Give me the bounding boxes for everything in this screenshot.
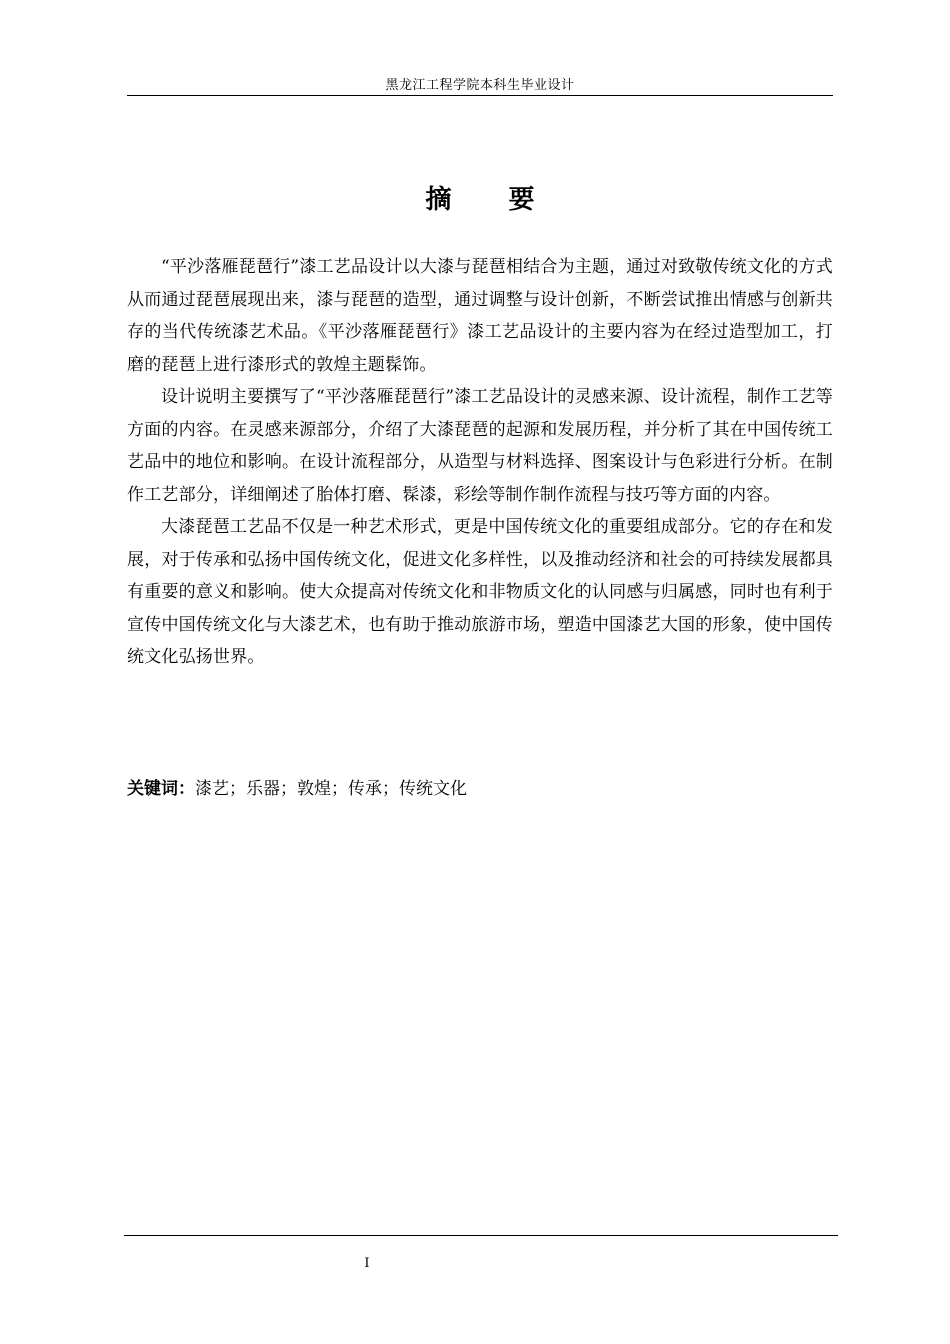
running-header: 黑龙江工程学院本科生毕业设计 — [385, 78, 575, 93]
abstract-paragraph-1: “平沙落雁琵琶行”漆工艺品设计以大漆与琵琶相结合为主题，通过对致敬传统文化的方式从而通过琵琶展现出来，漆与琵琶的造型，通过调整与设计创新，不断尝试推出情感与创新共存的当代传统漆艺术品。《平沙落雁琵琶行》漆工艺品设计的主要内容为在经过造型加工，打磨的琵琶上进行漆形式的敦煌主题髹饰。 — [127, 257, 833, 375]
abstract-paragraph-2: 设计说明主要撰写了“平沙落雁琵琶行”漆工艺品设计的灵感来源、设计流程，制作工艺等方面的内容。在灵感来源部分，介绍了大漆琵琶的起源和发展历程，并分析了其在中国传统工艺品中的地位和影响。在设计流程部分，从造型与材料选择、图案设计与色彩进行分析。在制作工艺部分，详细阐述了胎体打磨、髹漆，彩绘等制作制作流程与技巧等方面的内容。 — [127, 387, 833, 505]
page-number: I — [364, 1256, 370, 1271]
keywords-value: 漆艺；乐器；敦煌；传承；传统文化 — [195, 779, 467, 799]
keywords-line — [127, 775, 467, 803]
footer-divider — [124, 1235, 838, 1236]
abstract-paragraph-3: 大漆琵琶工艺品不仅是一种艺术形式，更是中国传统文化的重要组成部分。它的存在和发展，对于传承和弘扬中国传统文化，促进文化多样性，以及推动经济和社会的可持续发展都具有重要的意义和影响。使大众提高对传统文化和非物质文化的认同感与归属感，同时也有利于宣传中国传统文化与大漆艺术，也有助于推动旅游市场，塑造中国漆艺大国的形象，使中国传统文化弘扬世界。 — [127, 517, 833, 667]
abstract-heading: 摘 要 — [425, 185, 559, 215]
header-divider — [127, 95, 833, 96]
keywords-label: 关键词： — [127, 779, 195, 799]
abstract-body — [127, 251, 833, 674]
